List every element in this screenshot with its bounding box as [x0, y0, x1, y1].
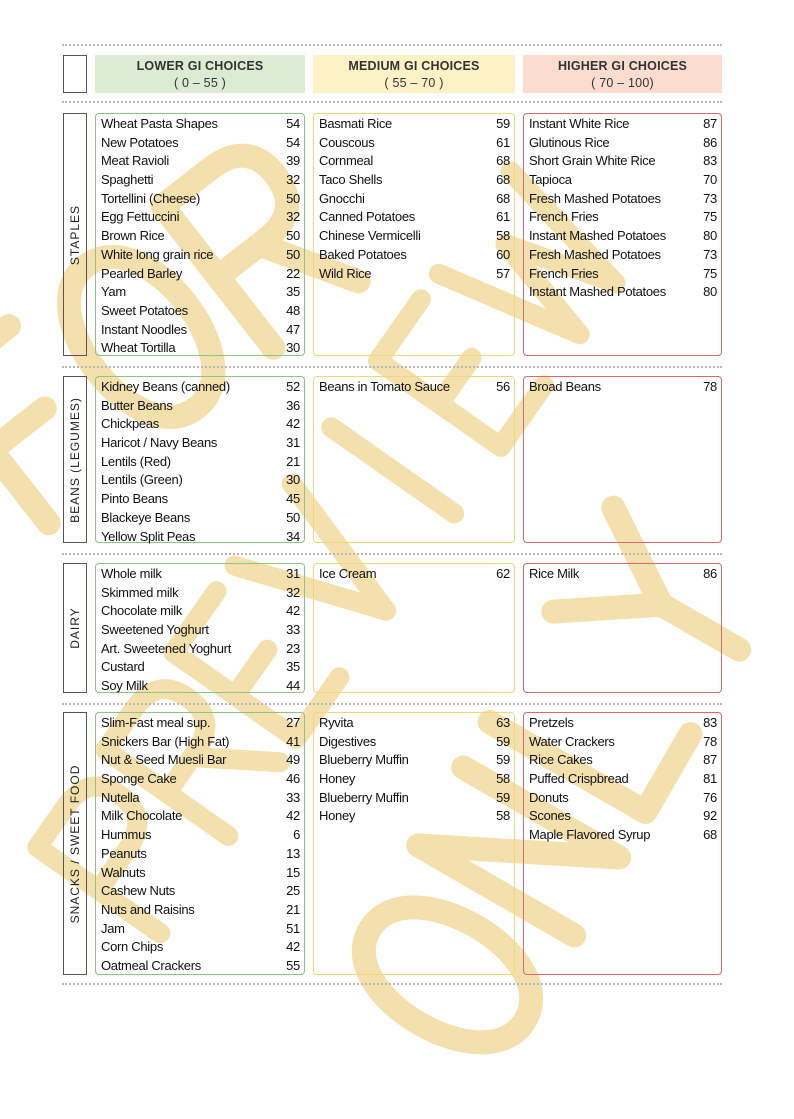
gi-value: 73 — [703, 246, 717, 262]
gi-value: 23 — [286, 640, 300, 656]
food-item — [529, 246, 717, 265]
food-item — [529, 807, 717, 826]
gi-value: 58 — [496, 228, 510, 244]
food-item — [319, 789, 510, 808]
gi-value: 52 — [286, 379, 300, 394]
food-item — [101, 826, 300, 845]
section-divider — [62, 983, 722, 985]
food-item — [529, 789, 717, 808]
section-divider — [62, 366, 722, 368]
food-name: Nut & Seed Muesli Bar — [101, 752, 227, 768]
header-range: ( 0 – 55 ) — [173, 76, 227, 90]
food-name: Wheat Tortilla — [101, 340, 176, 356]
header-higher-gi — [523, 55, 722, 93]
food-name: Gnocchi — [319, 190, 365, 206]
gi-value: 33 — [286, 789, 300, 805]
top-divider — [62, 44, 722, 46]
gi-value: 32 — [286, 209, 300, 225]
food-item — [101, 302, 300, 321]
food-name: Honey — [319, 808, 356, 824]
food-item — [319, 227, 510, 246]
food-name: Walnuts — [101, 864, 146, 880]
food-name: Hummus — [101, 827, 152, 843]
food-item — [101, 471, 300, 490]
food-name: Slim-Fast meal sup. — [101, 715, 211, 730]
gi-value: 6 — [293, 827, 300, 843]
gi-value: 30 — [286, 340, 300, 356]
higher-gi-cell — [523, 563, 722, 693]
food-item — [101, 714, 300, 733]
food-item — [529, 208, 717, 227]
food-item — [101, 246, 300, 265]
category-label-text: SNACKS / SWEET FOOD — [68, 764, 82, 923]
gi-value: 54 — [286, 134, 300, 150]
food-item — [101, 882, 300, 901]
gi-value: 61 — [496, 209, 510, 225]
food-item — [529, 714, 717, 733]
food-item — [101, 115, 300, 134]
food-item — [319, 246, 510, 265]
food-name: Yam — [101, 284, 126, 300]
gi-value: 63 — [496, 715, 510, 730]
food-name: Instant Mashed Potatoes — [529, 228, 666, 244]
gi-value: 45 — [286, 491, 300, 507]
gi-value: 86 — [703, 566, 717, 581]
gi-value: 68 — [703, 827, 717, 843]
section-divider — [62, 703, 722, 705]
gi-value: 73 — [703, 190, 717, 206]
food-item — [319, 378, 510, 397]
gi-value: 25 — [286, 883, 300, 899]
food-item — [101, 565, 300, 584]
gi-value: 57 — [496, 265, 510, 281]
food-name: Butter Beans — [101, 397, 173, 413]
food-item — [101, 864, 300, 883]
food-item — [101, 770, 300, 789]
gi-value: 39 — [286, 153, 300, 169]
food-name: White long grain rice — [101, 246, 214, 262]
food-item — [529, 134, 717, 153]
food-item — [101, 453, 300, 472]
food-name: Pretzels — [529, 715, 574, 730]
food-item — [529, 152, 717, 171]
gi-value: 13 — [286, 845, 300, 861]
header-title: HIGHER GI CHOICES — [557, 59, 688, 73]
food-item — [101, 938, 300, 957]
gi-value: 49 — [286, 752, 300, 768]
food-item — [319, 171, 510, 190]
category-label — [63, 712, 87, 975]
food-item — [101, 321, 300, 340]
gi-value: 47 — [286, 321, 300, 337]
gi-value: 70 — [703, 172, 717, 188]
food-name: Chickpeas — [101, 416, 159, 432]
food-item — [101, 434, 300, 453]
food-name: Instant White Rice — [529, 116, 630, 131]
gi-value: 59 — [496, 116, 510, 131]
medium-gi-cell — [313, 712, 515, 975]
gi-value: 46 — [286, 771, 300, 787]
food-item — [319, 115, 510, 134]
lower-gi-cell — [95, 712, 305, 975]
food-name: Rice Cakes — [529, 752, 593, 768]
food-item — [319, 208, 510, 227]
food-name: Meat Ravioli — [101, 153, 169, 169]
food-item — [101, 677, 300, 696]
food-item — [529, 733, 717, 752]
food-name: Wild Rice — [319, 265, 372, 281]
food-name: Kidney Beans (canned) — [101, 379, 230, 394]
food-name: Fresh Mashed Potatoes — [529, 246, 661, 262]
lower-gi-cell — [95, 113, 305, 356]
header-title: LOWER GI CHOICES — [136, 59, 264, 73]
food-item — [319, 807, 510, 826]
gi-value: 50 — [286, 228, 300, 244]
food-name: Haricot / Navy Beans — [101, 435, 218, 451]
food-name: Broad Beans — [529, 379, 601, 394]
food-name: Brown Rice — [101, 228, 165, 244]
gi-value: 54 — [286, 116, 300, 131]
food-name: Jam — [101, 920, 125, 936]
lower-gi-cell — [95, 376, 305, 543]
gi-value: 75 — [703, 209, 717, 225]
gi-value: 87 — [703, 116, 717, 131]
gi-value: 58 — [496, 771, 510, 787]
header-medium-gi — [313, 55, 515, 93]
food-name: Sponge Cake — [101, 771, 177, 787]
food-name: Ice Cream — [319, 566, 377, 581]
food-name: Blueberry Muffin — [319, 752, 409, 768]
food-name: Taco Shells — [319, 172, 383, 188]
food-item — [101, 733, 300, 752]
food-item — [319, 265, 510, 284]
food-item — [101, 171, 300, 190]
gi-value: 48 — [286, 302, 300, 318]
gi-value: 42 — [286, 416, 300, 432]
food-item — [101, 378, 300, 397]
food-item — [101, 584, 300, 603]
header-range: ( 70 – 100) — [591, 76, 654, 90]
food-name: Nutella — [101, 789, 140, 805]
food-name: French Fries — [529, 209, 599, 225]
gi-value: 22 — [286, 265, 300, 281]
gi-value: 55 — [286, 957, 300, 973]
gi-value: 68 — [496, 190, 510, 206]
medium-gi-cell — [313, 376, 515, 543]
gi-value: 50 — [286, 509, 300, 525]
food-name: Scones — [529, 808, 571, 824]
food-item — [319, 733, 510, 752]
food-item — [319, 134, 510, 153]
gi-value: 51 — [286, 920, 300, 936]
food-name: Digestives — [319, 733, 376, 749]
food-item — [101, 134, 300, 153]
gi-value: 86 — [703, 134, 717, 150]
food-name: Tapioca — [529, 172, 572, 188]
food-item — [101, 845, 300, 864]
food-name: Honey — [319, 771, 356, 787]
medium-gi-cell — [313, 563, 515, 693]
gi-value: 83 — [703, 153, 717, 169]
medium-gi-cell — [313, 113, 515, 356]
food-name: Nuts and Raisins — [101, 901, 195, 917]
higher-gi-cell — [523, 376, 722, 543]
gi-value: 59 — [496, 789, 510, 805]
category-label — [63, 376, 87, 543]
food-item — [101, 415, 300, 434]
food-item — [529, 265, 717, 284]
gi-value: 42 — [286, 603, 300, 619]
section-divider — [62, 553, 722, 555]
food-item — [101, 920, 300, 939]
gi-value: 50 — [286, 190, 300, 206]
lower-gi-cell — [95, 563, 305, 693]
gi-value: 59 — [496, 733, 510, 749]
food-name: Sweet Potatoes — [101, 302, 188, 318]
food-name: Couscous — [319, 134, 375, 150]
higher-gi-cell — [523, 712, 722, 975]
gi-value: 44 — [286, 678, 300, 694]
food-name: Tortellini (Cheese) — [101, 190, 201, 206]
gi-value: 30 — [286, 472, 300, 488]
header-range: ( 55 – 70 ) — [384, 76, 444, 90]
gi-value: 76 — [703, 789, 717, 805]
gi-value: 78 — [703, 379, 717, 394]
food-name: Short Grain White Rice — [529, 153, 656, 169]
food-name: Chocolate milk — [101, 603, 183, 619]
higher-gi-cell — [523, 113, 722, 356]
gi-value: 78 — [703, 733, 717, 749]
food-name: Pinto Beans — [101, 491, 168, 507]
food-name: Blackeye Beans — [101, 509, 191, 525]
gi-value: 33 — [286, 622, 300, 638]
header-divider — [62, 101, 722, 103]
food-name: Wheat Pasta Shapes — [101, 116, 218, 131]
food-item — [101, 901, 300, 920]
food-name: Whole milk — [101, 566, 162, 581]
food-name: Skimmed milk — [101, 584, 179, 600]
food-item — [529, 115, 717, 134]
food-item — [529, 751, 717, 770]
gi-value: 21 — [286, 453, 300, 469]
gi-value: 61 — [496, 134, 510, 150]
food-item — [101, 208, 300, 227]
gi-value: 92 — [703, 808, 717, 824]
food-name: Soy Milk — [101, 678, 148, 694]
gi-value: 81 — [703, 771, 717, 787]
gi-value: 87 — [703, 752, 717, 768]
category-label-text: DAIRY — [68, 607, 82, 649]
food-item — [319, 152, 510, 171]
food-item — [529, 190, 717, 209]
food-name: Ryvita — [319, 715, 354, 730]
food-item — [101, 339, 300, 358]
food-name: Glutinous Rice — [529, 134, 610, 150]
food-name: Fresh Mashed Potatoes — [529, 190, 661, 206]
food-name: Donuts — [529, 789, 569, 805]
food-name: Sweetened Yoghurt — [101, 622, 209, 638]
gi-value: 27 — [286, 715, 300, 730]
gi-value: 58 — [496, 808, 510, 824]
food-item — [101, 397, 300, 416]
gi-value: 59 — [496, 752, 510, 768]
gi-value: 42 — [286, 808, 300, 824]
gi-value: 68 — [496, 172, 510, 188]
gi-value: 50 — [286, 246, 300, 262]
food-item — [101, 621, 300, 640]
food-name: Peanuts — [101, 845, 147, 861]
food-name: Cashew Nuts — [101, 883, 176, 899]
category-label-text: BEANS (LEGUMES) — [68, 396, 82, 523]
food-name: Corn Chips — [101, 939, 164, 955]
food-name: Chinese Vermicelli — [319, 228, 421, 244]
gi-value: 68 — [496, 153, 510, 169]
food-name: Canned Potatoes — [319, 209, 415, 225]
food-name: Custard — [101, 659, 145, 675]
food-item — [101, 658, 300, 677]
header-corner-cell — [63, 55, 87, 93]
food-name: New Potatoes — [101, 134, 179, 150]
food-name: Yellow Split Peas — [101, 528, 196, 544]
category-label-text: STAPLES — [68, 204, 82, 265]
food-item — [319, 751, 510, 770]
food-item — [101, 265, 300, 284]
gi-value: 35 — [286, 659, 300, 675]
food-name: French Fries — [529, 265, 599, 281]
food-name: Puffed Crispbread — [529, 771, 629, 787]
food-item — [529, 826, 717, 845]
food-name: Pearled Barley — [101, 265, 183, 281]
food-item — [319, 565, 510, 584]
food-item — [101, 751, 300, 770]
food-item — [529, 171, 717, 190]
food-name: Egg Fettuccini — [101, 209, 180, 225]
food-item — [101, 152, 300, 171]
food-item — [319, 714, 510, 733]
food-name: Lentils (Red) — [101, 453, 171, 469]
food-item — [529, 378, 717, 397]
food-name: Basmati Rice — [319, 116, 392, 131]
food-name: Spaghetti — [101, 172, 154, 188]
food-name: Rice Milk — [529, 566, 580, 581]
food-name: Lentils (Green) — [101, 472, 183, 488]
gi-value: 34 — [286, 528, 300, 544]
food-item — [319, 770, 510, 789]
header-title: MEDIUM GI CHOICES — [348, 59, 480, 73]
food-name: Cornmeal — [319, 153, 373, 169]
food-name: Baked Potatoes — [319, 246, 407, 262]
food-item — [101, 957, 300, 976]
gi-value: 83 — [703, 715, 717, 730]
food-item — [101, 807, 300, 826]
gi-value: 31 — [286, 435, 300, 451]
header-lower-gi — [95, 55, 305, 93]
gi-value: 56 — [496, 379, 510, 394]
food-item — [101, 789, 300, 808]
food-item — [101, 227, 300, 246]
food-item — [529, 283, 717, 302]
gi-value: 36 — [286, 397, 300, 413]
gi-value: 21 — [286, 901, 300, 917]
food-name: Instant Mashed Potatoes — [529, 284, 666, 300]
food-item — [101, 190, 300, 209]
food-name: Maple Flavored Syrup — [529, 827, 651, 843]
food-item — [101, 602, 300, 621]
gi-value: 75 — [703, 265, 717, 281]
food-item — [529, 565, 717, 584]
food-name: Beans in Tomato Sauce — [319, 379, 450, 394]
food-name: Oatmeal Crackers — [101, 957, 201, 973]
food-name: Milk Chocolate — [101, 808, 183, 824]
gi-value: 41 — [286, 733, 300, 749]
food-item — [529, 227, 717, 246]
food-item — [101, 528, 300, 547]
food-item — [101, 490, 300, 509]
food-name: Water Crackers — [529, 733, 615, 749]
food-item — [319, 190, 510, 209]
food-name: Snickers Bar (High Fat) — [101, 733, 230, 749]
gi-value: 80 — [703, 228, 717, 244]
gi-value: 35 — [286, 284, 300, 300]
gi-value: 31 — [286, 566, 300, 581]
food-name: Instant Noodles — [101, 321, 187, 337]
gi-value: 32 — [286, 172, 300, 188]
gi-value: 62 — [496, 566, 510, 581]
gi-value: 32 — [286, 584, 300, 600]
food-name: Art. Sweetened Yoghurt — [101, 640, 232, 656]
food-item — [101, 283, 300, 302]
gi-value: 60 — [496, 246, 510, 262]
food-name: Blueberry Muffin — [319, 789, 409, 805]
category-label — [63, 563, 87, 693]
gi-value: 80 — [703, 284, 717, 300]
gi-value: 15 — [286, 864, 300, 880]
food-item — [529, 770, 717, 789]
category-label — [63, 113, 87, 356]
food-item — [101, 640, 300, 659]
food-item — [101, 509, 300, 528]
gi-value: 42 — [286, 939, 300, 955]
